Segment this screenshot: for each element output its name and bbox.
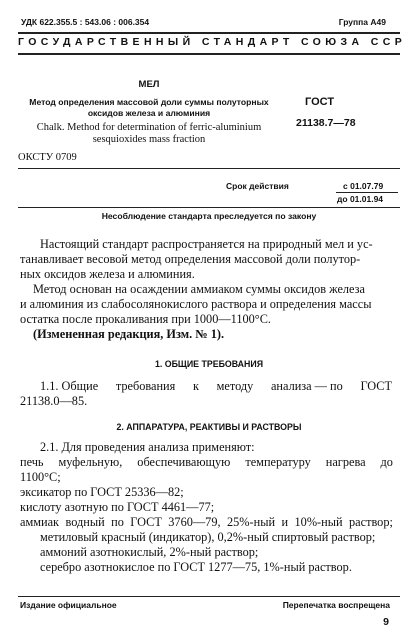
title-rule (18, 168, 400, 169)
word: до (380, 455, 393, 469)
section-2-line-3: 1100°С; (20, 470, 61, 484)
reprint-notice: Перепечатка воспрещена (282, 600, 390, 610)
header-rule-top (18, 32, 400, 34)
gost-number: 21138.7—78 (296, 117, 356, 129)
validity-rule (336, 192, 398, 193)
validity-to: до 01.01.94 (337, 194, 384, 204)
intro-p1-line-2: танавливает весовой метод определения массовой доли полутор- (20, 252, 361, 266)
word: анализа — по (270, 379, 343, 393)
legal-notice: Несоблюдение стандарта преследуется по закону (101, 211, 317, 221)
title-ru-line-2: оксидов железа и алюминия (87, 108, 211, 118)
intro-p2-line-1: Метод основан на осаждении аммиаком суммы оксидов железа (33, 282, 365, 296)
section-2-line-6 (20, 515, 393, 530)
word: температуру (245, 455, 311, 469)
word: водный (65, 515, 105, 529)
title-en-line-1: Chalk. Method for determination of ferric-aluminium (36, 122, 262, 133)
intro-p1-line-3: ных оксидов железа и алюминия. (20, 267, 195, 281)
section-1-heading: 1. ОБЩИЕ ТРЕБОВАНИЯ (154, 359, 264, 369)
validity-bottom-rule (18, 207, 400, 208)
word: 25%-ный (226, 515, 276, 529)
state-standard-banner: ГОСУДАРСТВЕННЫЙ СТАНДАРТ СОЮЗА ССР (18, 36, 407, 48)
section-2-line-9: серебро азотнокислое по ГОСТ 1277—75, 1%-ный раствор. (40, 560, 352, 574)
gost-label: ГОСТ (305, 96, 335, 108)
subject-title: МЕЛ (138, 79, 160, 90)
word: по (111, 515, 124, 529)
intro-p2-line-3: остатка после прокаливания при 1000—1100°С. (20, 312, 271, 326)
section-2-heading: 2. АППАРАТУРА, РЕАКТИВЫ И РАСТВОРЫ (116, 422, 302, 432)
header-rule-bottom (18, 53, 400, 55)
word: 10%-ный (294, 515, 343, 529)
section-2-line-5: кислоту азотную по ГОСТ 4461—77; (20, 500, 215, 514)
official-edition: Издание официальное (20, 600, 117, 610)
section-2-line-1: 2.1. Для проведения анализа применяют: (40, 440, 255, 454)
section-1-line-2: 21138.0—85. (20, 394, 88, 408)
udc-code: УДК 622.355.5 : 543.06 : 006.354 (21, 17, 150, 27)
word: печь (20, 455, 44, 469)
word: и (281, 515, 289, 529)
word: нагрева (325, 455, 366, 469)
title-en (18, 122, 280, 146)
page-number: 9 (383, 616, 389, 628)
validity-from: с 01.07.79 (343, 181, 384, 191)
intro-p1-line-1: Настоящий стандарт распространяется на природный мел и ус- (40, 237, 373, 251)
section-2-line-8: аммоний азотнокислый, 2%-ный раствор; (40, 545, 259, 559)
word: ГОСТ (130, 515, 162, 529)
word: к (192, 379, 199, 393)
word: обеспечивающую (137, 455, 231, 469)
group-code: Группа А49 (338, 17, 386, 27)
word: 3760—79, (168, 515, 221, 529)
word: методу (216, 379, 254, 393)
word: раствор; (349, 515, 393, 529)
title-ru-line-1: Метод определения массовой доли суммы полуторных (29, 97, 269, 107)
intro-p2-line-2: и алюминия из слабосолянокислого раствора и определения массы (20, 297, 372, 311)
word: 1.1. Общие (40, 379, 99, 393)
okstu-code: ОКСТУ 0709 (18, 152, 77, 163)
word: муфельную, (58, 455, 123, 469)
title-ru (18, 97, 280, 119)
section-1-line-1 (40, 379, 392, 394)
section-2-line-7: метиловый красный (индикатор), 0,2%-ный спиртовый раствор; (40, 530, 376, 544)
footer-rule (18, 596, 400, 597)
section-2-line-4: эксикатор по ГОСТ 25336—82; (20, 485, 184, 499)
section-2-line-2 (20, 455, 393, 470)
validity-label: Срок действия (226, 181, 289, 191)
word: аммиак (20, 515, 60, 529)
title-en-line-2: sesquioxides mass fraction (92, 134, 206, 145)
word: требования (115, 379, 176, 393)
word: ГОСТ (360, 379, 392, 393)
amendment-note: (Измененная редакция, Изм. № 1). (33, 327, 225, 341)
